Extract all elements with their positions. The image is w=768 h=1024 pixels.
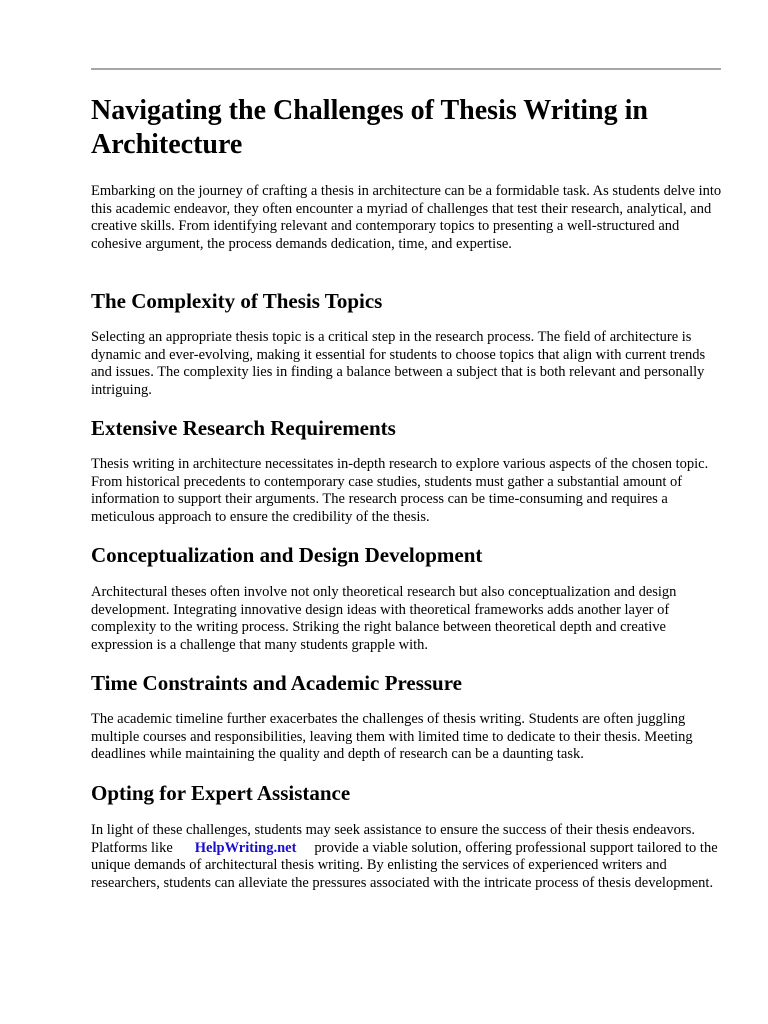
section-body-design: Architectural theses often involve not only theoretical research but also conceptualization and design development. Integrating innovative design ideas with theoretical frameworks adds another layer of complexity to the writing process. Striking the right balance between theoretical depth and creative expression is a challenge that many students grapple with. [91, 584, 677, 653]
section-body-assistance [91, 822, 723, 892]
section-heading-time: Time Constraints and Academic Pressure [91, 671, 462, 695]
section-body-time: The academic timeline further exacerbates the challenges of thesis writing. Students are often juggling multiple courses and responsibilities, leaving them with limited time to dedicate to their thesis. Meeting deadlines while maintaining the quality and depth of research can be a daunting task. [91, 711, 693, 763]
section-heading-topics: The Complexity of Thesis Topics [91, 289, 383, 313]
assistance-text-after-link: provide a viable solution, offering professional support tailored to the unique demands of architectural thesis writing. By enlisting the services of experienced writers and researchers, students can alleviate the pressures associated with the intricate process of thesis development. [91, 839, 718, 891]
section-heading-design: Conceptualization and Design Development [91, 543, 483, 567]
section-body-research: Thesis writing in architecture necessitates in-depth research to explore various aspects of the chosen topic. From historical precedents to contemporary case studies, students must gather a substantial amount of information to support their arguments. The research process can be time-consuming and requires a meticulous approach to ensure the credibility of the thesis. [91, 456, 709, 525]
section-heading-assistance: Opting for Expert Assistance [91, 781, 351, 805]
section-heading-research: Extensive Research Requirements [91, 416, 396, 440]
helpwriting-link[interactable]: HelpWriting.net [194, 839, 297, 856]
document-title: Navigating the Challenges of Thesis Writing in Architecture [91, 95, 648, 160]
intro-paragraph: Embarking on the journey of crafting a thesis in architecture can be a formidable task. As students delve into this academic endeavor, they often encounter a myriad of challenges that test their research, analytical, and creative skills. From identifying relevant and contemporary topics to presenting a well-structured and cohesive argument, the process demands dedication, time, and expertise. [91, 183, 722, 252]
section-body-topics: Selecting an appropriate thesis topic is a critical step in the research process. The field of architecture is dynamic and ever-evolving, making it essential for students to choose topics that align with current trends and issues. The complexity lies in finding a balance between a subject that is both relevant and personally intriguing. [91, 329, 706, 398]
top-divider [91, 68, 721, 70]
assistance-text-before-link: In light of these challenges, students may seek assistance to ensure the success of their thesis endeavors. Platforms like [91, 822, 695, 856]
